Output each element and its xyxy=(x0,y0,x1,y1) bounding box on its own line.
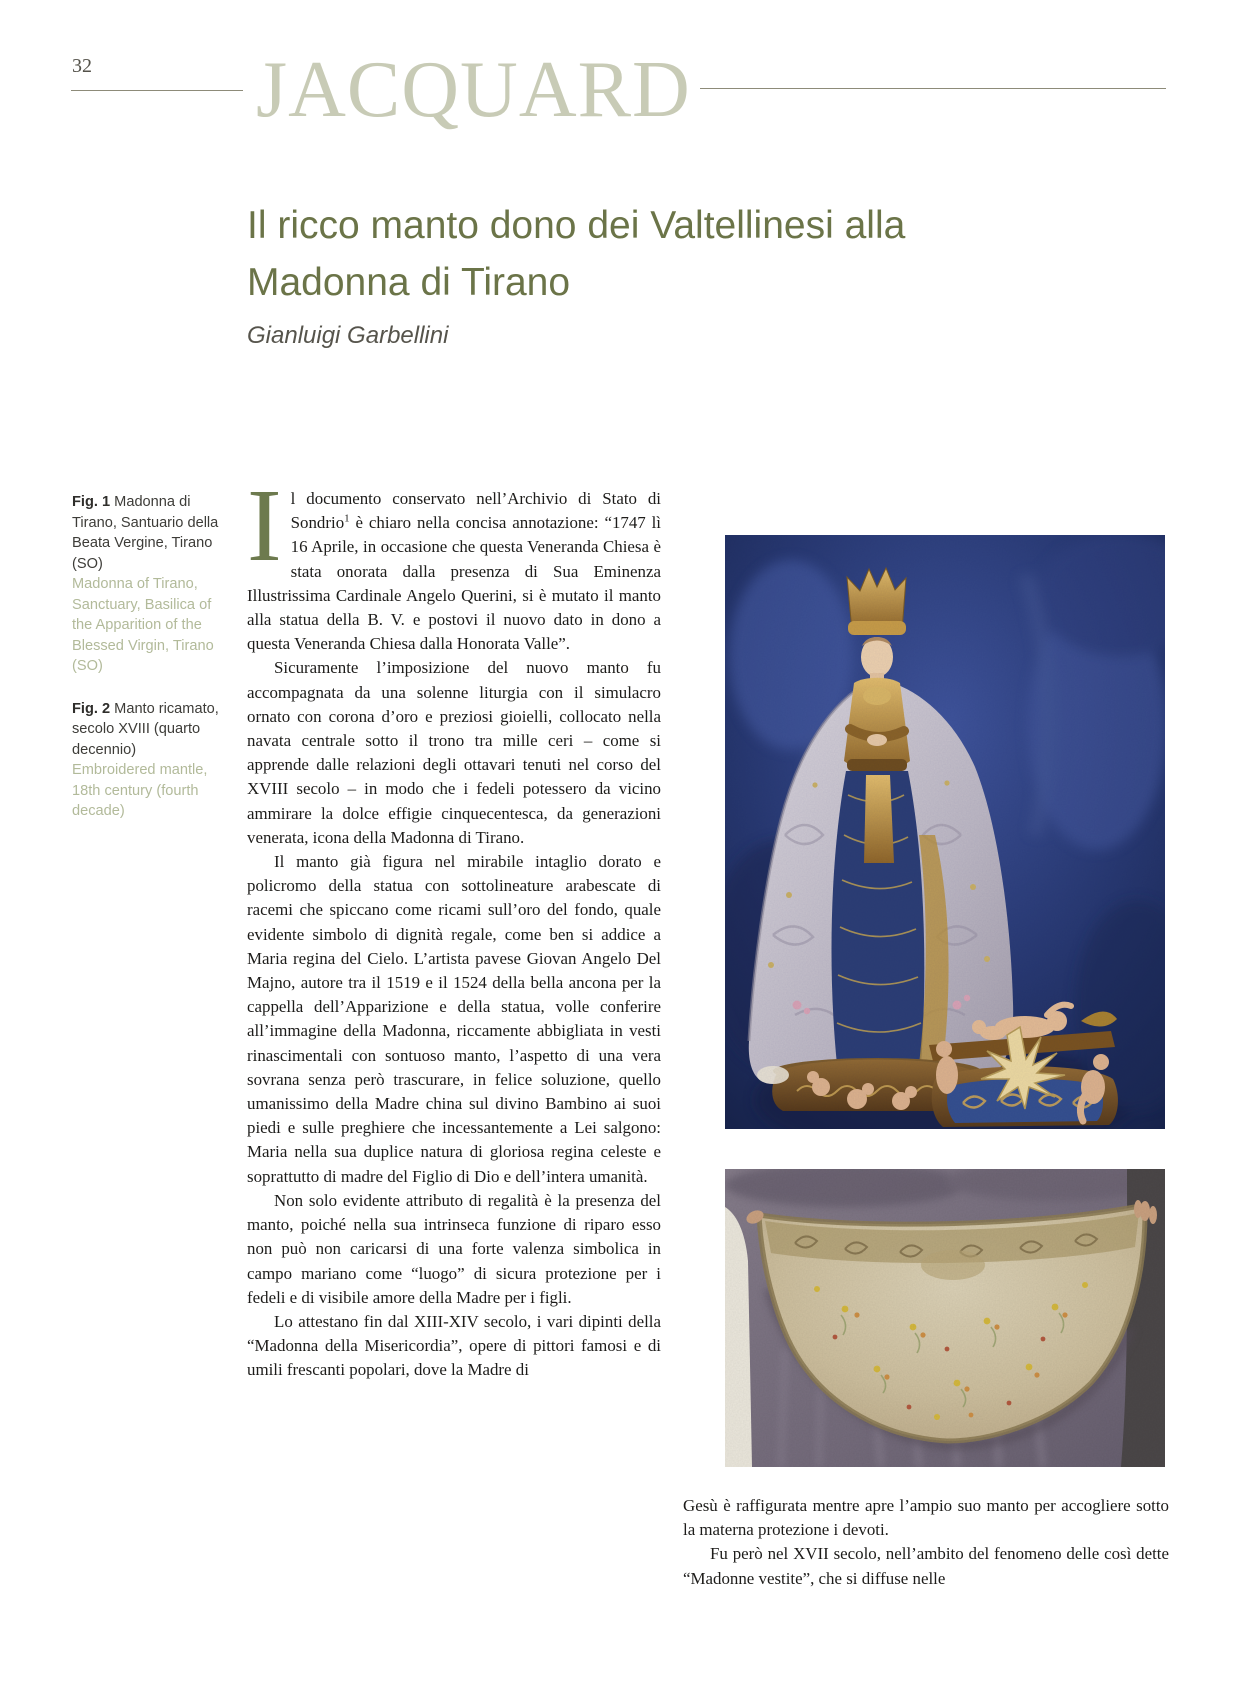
paragraph-1-text-continued: è chiaro nella concisa annotazione: “1747 lì 16 Aprile, in occasione che questa Veneranda Chiesa è stata onorata dalla presenza di Sua Eminenza Illustrissima Cardinale Angelo Querini, si è mutato il manto alla statua della B. V. e postovi il nuovo dato in dono a questa Veneranda Chiesa dalla Honorata Valle”. xyxy=(247,513,661,654)
figure-1-label: Fig. 1 xyxy=(72,494,111,510)
fig2-photo-embroidered-mantle xyxy=(725,1169,1165,1467)
fig2-photo-illustration xyxy=(725,1169,1165,1467)
page-number: 32 xyxy=(72,55,92,77)
figure-captions-sidebar xyxy=(72,492,227,844)
fig1-photo-madonna-statue xyxy=(725,535,1165,1129)
figure-1-caption-english: Madonna of Tirano, Sanctuary, Basilica of the Apparition of the Blessed Virgin, Tirano (SO) xyxy=(72,576,214,674)
figure-2-label: Fig. 2 xyxy=(72,700,111,717)
figure-2-caption-english: Embroidered mantle, 18th century (fourth decade) xyxy=(72,762,208,819)
article-author: Gianluigi Garbellini xyxy=(247,322,449,349)
article-title xyxy=(247,197,1077,311)
header-rule-right xyxy=(700,88,1166,89)
body-text-column xyxy=(247,468,661,1383)
masthead-title: JACQUARD xyxy=(256,46,691,134)
continuation-text-column xyxy=(683,1494,1169,1591)
fig1-photo-illustration xyxy=(725,535,1165,1129)
drop-cap: I xyxy=(247,468,282,583)
figure-1-caption xyxy=(72,492,227,677)
article-title-line1: Il ricco manto dono dei Valtellinesi alla xyxy=(247,204,906,247)
body-paragraph-3: Il manto già figura nel mirabile intaglio dorato e policromo della statua con sottolineature arabescate di racemi che spiccano come ricami sull’oro del fondo, quale evidente simbolo di dignità regale, come ben si addice a Maria regina del Cielo. L’artista pavese Giovan Angelo Del Majno, autore tra il 1519 e il 1524 della bella ancona per la cappella dell’Apparizione e della statua, volle conferire all’immagine della Madonna, riccamente abbigliata in vesti rinascimentali con sontuoso manto, l’aspetto di una vera sovrana senza però trascurare, in felice soluzione, quello umanissimo della Madre china sul divino Bambino ai suoi piedi e sulle preghiere che incessantemente a Lei salgono: Maria nella sua duplice natura di gloriosa regina celeste e soprattutto di madre del Figlio di Dio e dell’intera umanità. xyxy=(247,852,661,1186)
figure-2-caption xyxy=(72,699,227,822)
body-paragraph-2: Sicuramente l’imposizione del nuovo manto fu accompagnata da una solenne liturgia con il simulacro ornato con corona d’oro e preziosi gioielli, collocato nella navata centrale sotto il trono tra mille ceri – come si apprende dalle relazioni degli ottavari tenuti nel corso del XVIII secolo – in modo che i fedeli potessero da vicino ammirare la dolce effigie cinquecentesca, da generazioni venerata, icona della Madonna di Tirano. xyxy=(247,658,661,847)
figure-2-caption-italian: Manto ricamato, secolo XVIII (quarto decennio) xyxy=(72,700,219,758)
continuation-paragraph-2: Fu però nel XVII secolo, nell’ambito del fenomeno delle così dette “Madonne vestite”, che si diffuse nelle xyxy=(683,1544,1169,1588)
paragraph-1-text: l documento conservato nell’Archivio di Stato di Sondrio xyxy=(290,489,661,533)
body-paragraph-4: Non solo evidente attributo di regalità è la presenza del manto, poiché nella sua intrinseca funzione di riparo esso non può non caricarsi di una forte valenza simbolica in campo mariano come “luogo” di sicura protezione per i fedeli e di visibile amore della Madre per i figli. xyxy=(247,1190,661,1307)
article-title-line2: Madonna di Tirano xyxy=(247,261,571,304)
continuation-paragraph-1: Gesù è raffigurata mentre apre l’ampio suo manto per accogliere sotto la materna protezione i devoti. xyxy=(683,1496,1169,1540)
header-rule-left xyxy=(71,90,243,91)
footnote-reference-1: 1 xyxy=(344,512,350,525)
figure-1-caption-italian: Madonna di Tirano, Santuario della Beata Vergine, Tirano (SO) xyxy=(72,494,219,572)
body-paragraph-1 xyxy=(247,468,661,656)
body-paragraph-5: Lo attestano fin dal XIII-XIV secolo, i vari dipinti della “Madonna della Misericordia”, opere di pittori famosi e di umili frescanti popolari, dove la Madre di xyxy=(247,1311,661,1380)
